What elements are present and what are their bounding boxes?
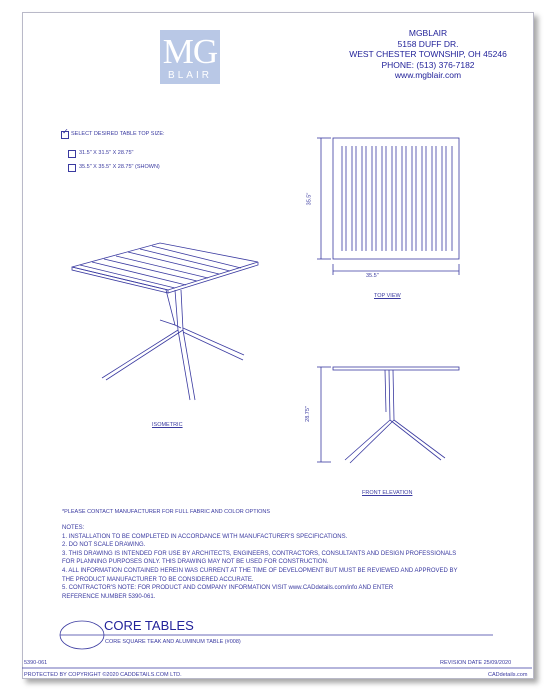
size-option-1-label: 31.5" X 31.5" X 28.75" bbox=[79, 150, 134, 156]
check-mark-icon: ✓ bbox=[62, 127, 69, 136]
top-depth-dimension: 35.5" bbox=[306, 192, 313, 206]
notes-heading: NOTES: bbox=[62, 525, 85, 531]
company-city: WEST CHESTER TOWNSHIP, OH 45246 bbox=[349, 49, 507, 59]
contact-note: *PLEASE CONTACT MANUFACTURER FOR FULL FABRIC AND COLOR OPTIONS bbox=[62, 509, 271, 515]
size-option-2-label: 35.5" X 35.5" X 28.75" (SHOWN) bbox=[79, 164, 160, 170]
notes-block bbox=[62, 524, 458, 601]
company-name: MGBLAIR bbox=[408, 28, 448, 38]
title-main: CORE TABLES bbox=[104, 618, 194, 633]
company-website[interactable]: www.mgblair.com bbox=[394, 70, 462, 80]
top-view-label: TOP VIEW bbox=[374, 293, 401, 299]
front-elevation-drawing bbox=[317, 367, 459, 463]
logo-blair-text: BLAIR bbox=[168, 70, 212, 81]
note-line: FOR PLANNING PURPOSES ONLY. THIS DRAWING MAY NOT BE USED FOR CONSTRUCTION. bbox=[62, 559, 329, 566]
logo-mg-text: MG bbox=[162, 32, 218, 71]
front-elevation-label: FRONT ELEVATION bbox=[362, 490, 413, 496]
height-dimension: 28.75" bbox=[304, 406, 311, 422]
table-size-heading: SELECT DESIRED TABLE TOP SIZE: bbox=[71, 131, 165, 137]
top-width-dimension: 35.5" bbox=[366, 273, 379, 279]
note-line: 3. THIS DRAWING IS INTENDED FOR USE BY ARCHITECTS, ENGINEERS, CONTRACTORS, CONSULTANTS AND DESIGN PROFESSIONALS bbox=[62, 550, 457, 557]
title-sub: CORE SQUARE TEAK AND ALUMINUM TABLE (#008) bbox=[105, 639, 241, 645]
revision-date: REVISION DATE 25/09/2020 bbox=[440, 660, 512, 666]
note-line: 4. ALL INFORMATION CONTAINED HEREIN WAS CURRENT AT THE TIME OF DEVELOPMENT BUT MUST BE REVIEWED AND APPROVED BY bbox=[62, 567, 458, 574]
note-line: 2. DO NOT SCALE DRAWING. bbox=[62, 542, 146, 549]
note-line: 5. CONTRACTOR'S NOTE: FOR PRODUCT AND COMPANY INFORMATION VISIT www.CADdetails.com/info AND ENTER bbox=[62, 585, 394, 592]
top-view-drawing bbox=[317, 138, 459, 275]
copyright-notice: PROTECTED BY COPYRIGHT ©2020 CADDETAILS.COM LTD. bbox=[24, 672, 182, 678]
note-line: 1. INSTALLATION TO BE COMPLETED IN ACCORDANCE WITH MANUFACTURER'S SPECIFICATIONS. bbox=[62, 533, 348, 540]
caddetails-link[interactable]: CADdetails.com bbox=[488, 672, 528, 678]
note-line: THE PRODUCT MANUFACTURER TO BE CONSIDERED ACCURATE. bbox=[62, 576, 254, 583]
isometric-table-drawing bbox=[72, 243, 258, 400]
note-line: REFERENCE NUMBER 5390-061. bbox=[62, 593, 156, 600]
reference-number: 5390-061 bbox=[24, 660, 48, 666]
company-address: 5158 DUFF DR. bbox=[397, 38, 459, 49]
isometric-label: ISOMETRIC bbox=[152, 422, 183, 428]
company-phone: PHONE: (513) 376-7182 bbox=[381, 59, 475, 70]
